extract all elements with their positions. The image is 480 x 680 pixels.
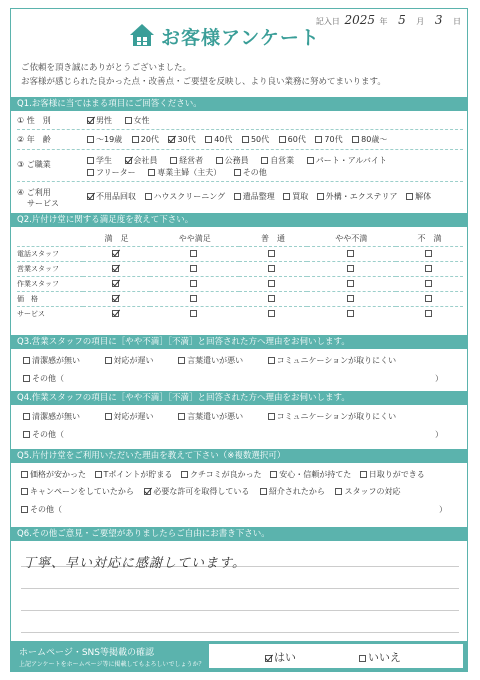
q5-options-2 <box>21 486 400 497</box>
age-option-30s[interactable]: 30代 <box>168 134 195 145</box>
reason-option[interactable]: 対応が遅い <box>105 411 154 422</box>
cell <box>83 306 150 321</box>
checkbox[interactable] <box>242 136 249 143</box>
row-label: 作業スタッフ <box>17 279 59 288</box>
q5-title: Q5.片付け堂をご利用いただいた理由を教えて下さい（※複数選択可） <box>11 449 467 463</box>
intro-text <box>21 61 386 89</box>
reason-option[interactable]: 価格が安かった <box>21 469 86 480</box>
consent-yes[interactable]: はい <box>265 649 296 665</box>
date-year[interactable]: 2025 <box>344 13 375 27</box>
checkbox[interactable] <box>132 136 139 143</box>
reason-option[interactable]: 対応が遅い <box>105 355 154 366</box>
consent-options <box>209 644 463 668</box>
checkbox[interactable] <box>190 250 197 257</box>
row-label: 電話スタッフ <box>17 249 59 258</box>
cell <box>83 261 150 276</box>
checkbox[interactable] <box>178 357 185 364</box>
checkbox[interactable] <box>190 310 197 317</box>
checkbox[interactable] <box>170 157 177 164</box>
checkbox[interactable] <box>261 157 268 164</box>
checkbox[interactable] <box>145 193 152 200</box>
checkbox[interactable] <box>21 488 28 495</box>
cell <box>307 246 396 261</box>
row-label: 価 格 <box>17 294 38 303</box>
form-header <box>11 9 467 101</box>
checkbox[interactable] <box>190 265 197 272</box>
reason-option[interactable]: スタッフの対応 <box>335 486 400 497</box>
checkbox[interactable] <box>425 280 432 287</box>
checkbox[interactable] <box>360 471 367 478</box>
column-header: 満 足 <box>104 233 129 243</box>
q5-options-1 <box>21 469 425 480</box>
column-header: 不 満 <box>417 233 442 243</box>
checkbox[interactable] <box>178 413 185 420</box>
house-icon <box>129 23 155 47</box>
checkbox[interactable] <box>23 357 30 364</box>
job-label: ③ ご職業 <box>17 160 51 169</box>
q3-options <box>23 355 396 366</box>
checkbox[interactable] <box>347 310 354 317</box>
gender-options <box>87 115 160 126</box>
checkbox[interactable] <box>268 357 275 364</box>
age-label: ② 年 齢 <box>17 135 51 144</box>
reason-option[interactable]: 清潔感が無い <box>23 411 80 422</box>
q2-title: Q2.片付け堂に関する満足度を教えて下さい。 <box>11 213 467 227</box>
reason-option[interactable]: 言葉遣いが悪い <box>178 355 243 366</box>
job-options-2 <box>87 167 277 178</box>
q4-options <box>23 411 396 422</box>
date-day[interactable]: 3 <box>434 13 443 27</box>
other-label: その他（ <box>32 374 64 383</box>
reason-option[interactable]: Tポイントが貯まる <box>95 469 173 480</box>
header-blank <box>17 231 83 246</box>
checkbox-checked[interactable] <box>125 157 132 164</box>
other-close: ） <box>435 374 443 383</box>
consent-title: ホームページ・SNS等掲載の確認 <box>19 648 154 658</box>
publish-consent-bar <box>11 641 467 671</box>
checkbox[interactable] <box>279 136 286 143</box>
reason-option-license[interactable]: 必要な許可を取得している <box>144 486 249 497</box>
divider <box>17 181 463 182</box>
job-option[interactable]: 経営者 <box>170 155 203 166</box>
cell <box>307 306 396 321</box>
checkbox[interactable] <box>307 157 314 164</box>
age-option[interactable]: 70代 <box>315 134 342 145</box>
satisfaction-table <box>17 231 463 321</box>
page-title: お客様アンケート <box>161 27 320 49</box>
reason-option[interactable]: 紹介されたから <box>260 486 325 497</box>
checkbox[interactable] <box>268 413 275 420</box>
age-option[interactable]: 50代 <box>242 134 269 145</box>
checkbox[interactable] <box>268 280 275 287</box>
reason-option[interactable]: 清潔感が無い <box>23 355 80 366</box>
checkbox[interactable] <box>87 157 94 164</box>
checkbox[interactable] <box>105 413 112 420</box>
column-header: やや不満 <box>335 233 368 243</box>
reason-option[interactable]: クチコミが良かった <box>181 469 262 480</box>
checkbox[interactable] <box>347 250 354 257</box>
cell <box>150 306 239 321</box>
checkbox-checked[interactable] <box>112 295 119 302</box>
cell <box>396 246 463 261</box>
survey-form <box>10 8 468 672</box>
table-row <box>17 261 463 276</box>
cell <box>239 276 306 291</box>
other-label: その他（ <box>32 430 64 439</box>
job-option[interactable]: パート・アルバイト <box>307 155 387 166</box>
cell <box>150 246 239 261</box>
checkbox[interactable] <box>23 413 30 420</box>
gender-option-male[interactable]: 男性 <box>87 115 112 126</box>
row-label: 営業スタッフ <box>17 264 59 273</box>
checkbox-checked[interactable] <box>265 655 272 662</box>
table-row <box>17 246 463 261</box>
checkbox[interactable] <box>347 280 354 287</box>
writing-line <box>21 610 459 611</box>
other-label: その他（ <box>30 505 62 514</box>
checkbox[interactable] <box>359 655 366 662</box>
checkbox[interactable] <box>317 193 324 200</box>
cell <box>150 276 239 291</box>
cell <box>239 306 306 321</box>
q3-other[interactable] <box>23 373 443 384</box>
checkbox[interactable] <box>268 310 275 317</box>
checkbox[interactable] <box>190 280 197 287</box>
gender-option-female[interactable]: 女性 <box>125 115 150 126</box>
q4-title: Q4.作業スタッフの項目に［やや不満］［不満］と回答された方へ理由をお伺いします。 <box>11 391 467 405</box>
cell <box>396 261 463 276</box>
cell <box>239 261 306 276</box>
age-option[interactable]: 80歳～ <box>352 134 387 145</box>
checkbox[interactable] <box>125 117 132 124</box>
age-option[interactable]: 20代 <box>132 134 159 145</box>
checkbox[interactable] <box>347 295 354 302</box>
cell <box>396 276 463 291</box>
cell <box>307 276 396 291</box>
job-option[interactable]: 自営業 <box>261 155 294 166</box>
checkbox[interactable] <box>406 193 413 200</box>
other-close: ） <box>435 430 443 439</box>
checkbox[interactable] <box>205 136 212 143</box>
service-option[interactable]: 外構・エクステリア <box>317 191 398 202</box>
table-row <box>17 306 463 321</box>
q4-other[interactable] <box>23 429 443 440</box>
checkbox-checked[interactable] <box>144 488 151 495</box>
date-label: 記入日 <box>315 17 340 26</box>
job-option[interactable]: 公務員 <box>216 155 249 166</box>
q3-title: Q3.営業スタッフの項目に［やや不満］［不満］と回答された方へ理由をお伺いします。 <box>11 335 467 349</box>
consent-no[interactable]: いいえ <box>359 649 401 665</box>
cell <box>150 291 239 306</box>
consent-subtitle: 上記アンケートをホームページ等に掲載してもよろしいでしょうか？ <box>19 661 205 668</box>
service-option[interactable]: ハウスクリーニング <box>145 191 226 202</box>
checkbox[interactable] <box>105 357 112 364</box>
service-option-junk-removal[interactable]: 不用品回収 <box>87 191 136 202</box>
job-option[interactable]: 専業主婦（主夫） <box>148 167 221 178</box>
checkbox-checked[interactable] <box>87 193 94 200</box>
cell <box>396 306 463 321</box>
checkbox-checked[interactable] <box>112 265 119 272</box>
intro-line-1: ご依頼を頂き誠にありがとうございました。 <box>21 63 192 73</box>
writing-line <box>21 632 459 633</box>
q6-title: Q6.その他ご意見・ご要望がありましたらご自由にお書き下さい。 <box>11 527 467 541</box>
cell <box>396 291 463 306</box>
cell <box>239 291 306 306</box>
date-month[interactable]: 5 <box>398 13 406 27</box>
checkbox[interactable] <box>425 265 432 272</box>
checkbox[interactable] <box>425 295 432 302</box>
checkbox[interactable] <box>270 471 277 478</box>
cell <box>83 291 150 306</box>
service-options <box>87 191 431 202</box>
row-label: サービス <box>17 309 45 318</box>
day-unit: 日 <box>453 17 461 26</box>
service-option[interactable]: 遺品整理 <box>234 191 275 202</box>
checkbox-checked[interactable] <box>112 250 119 257</box>
checkbox[interactable] <box>268 295 275 302</box>
service-label: ④ ご利用 サービス <box>17 188 59 208</box>
other-close: ） <box>439 505 447 514</box>
checkbox[interactable] <box>87 169 94 176</box>
year-unit: 年 <box>379 17 388 26</box>
gender-label: ① 性 別 <box>17 116 51 125</box>
age-option[interactable]: 40代 <box>205 134 232 145</box>
checkbox[interactable] <box>190 295 197 302</box>
table-row <box>17 291 463 306</box>
checkbox[interactable] <box>87 136 94 143</box>
checkbox-checked[interactable] <box>168 136 175 143</box>
checkbox[interactable] <box>425 310 432 317</box>
checkbox[interactable] <box>23 431 30 438</box>
checkbox[interactable] <box>181 471 188 478</box>
reason-option[interactable]: キャンペーンをしていたから <box>21 486 134 497</box>
job-option[interactable]: その他 <box>234 167 267 178</box>
cell <box>83 246 150 261</box>
age-option[interactable]: ～19歳 <box>87 134 122 145</box>
table-header-row <box>17 231 463 246</box>
table-row <box>17 276 463 291</box>
writing-line <box>21 588 459 589</box>
checkbox[interactable] <box>21 506 28 513</box>
checkbox[interactable] <box>335 488 342 495</box>
reason-option[interactable]: 日取りができる <box>360 469 425 480</box>
q5-other[interactable] <box>21 504 447 515</box>
age-option[interactable]: 60代 <box>279 134 306 145</box>
checkbox[interactable] <box>21 471 28 478</box>
service-option[interactable]: 買取 <box>283 191 308 202</box>
column-header: やや満足 <box>178 233 211 243</box>
job-options-1 <box>87 155 397 166</box>
checkbox[interactable] <box>315 136 322 143</box>
checkbox[interactable] <box>347 265 354 272</box>
reason-option[interactable]: 言葉遣いが悪い <box>178 411 243 422</box>
intro-line-2: お客様が感じられた良かった点・改善点・ご要望を反映し、より良い業務に努めてまいります。 <box>21 77 386 87</box>
comment-text[interactable]: 丁寧、早い対応に感謝しています。 <box>23 556 246 571</box>
reason-option[interactable]: コミュニケーションが取りにくい <box>268 411 397 422</box>
age-options <box>87 134 387 145</box>
divider <box>17 149 463 150</box>
checkbox[interactable] <box>216 157 223 164</box>
q1-title: Q1.お客様に当てはまる項目にご回答ください。 <box>11 97 467 111</box>
reason-option[interactable]: コミュニケーションが取りにくい <box>268 355 397 366</box>
divider <box>17 129 463 130</box>
column-header: 普 通 <box>260 233 285 243</box>
month-unit: 月 <box>416 17 425 26</box>
checkbox[interactable] <box>425 250 432 257</box>
checkbox[interactable] <box>352 136 359 143</box>
service-option[interactable]: 解体 <box>406 191 431 202</box>
checkbox[interactable] <box>23 375 30 382</box>
checkbox[interactable] <box>268 250 275 257</box>
checkbox[interactable] <box>260 488 267 495</box>
job-option[interactable]: 学生 <box>87 155 112 166</box>
checkbox[interactable] <box>283 193 290 200</box>
checkbox[interactable] <box>234 169 241 176</box>
checkbox[interactable] <box>268 265 275 272</box>
checkbox-checked[interactable] <box>112 310 119 317</box>
job-option-employee[interactable]: 会社員 <box>125 155 158 166</box>
cell <box>150 261 239 276</box>
checkbox[interactable] <box>95 471 102 478</box>
checkbox-checked[interactable] <box>87 117 94 124</box>
cell <box>307 291 396 306</box>
cell <box>83 276 150 291</box>
cell <box>307 261 396 276</box>
reason-option[interactable]: 安心・信頼が持てた <box>270 469 351 480</box>
checkbox-checked[interactable] <box>112 280 119 287</box>
cell <box>239 246 306 261</box>
checkbox[interactable] <box>148 169 155 176</box>
job-option[interactable]: フリーター <box>87 167 136 178</box>
date-field <box>316 13 461 27</box>
checkbox[interactable] <box>234 193 241 200</box>
